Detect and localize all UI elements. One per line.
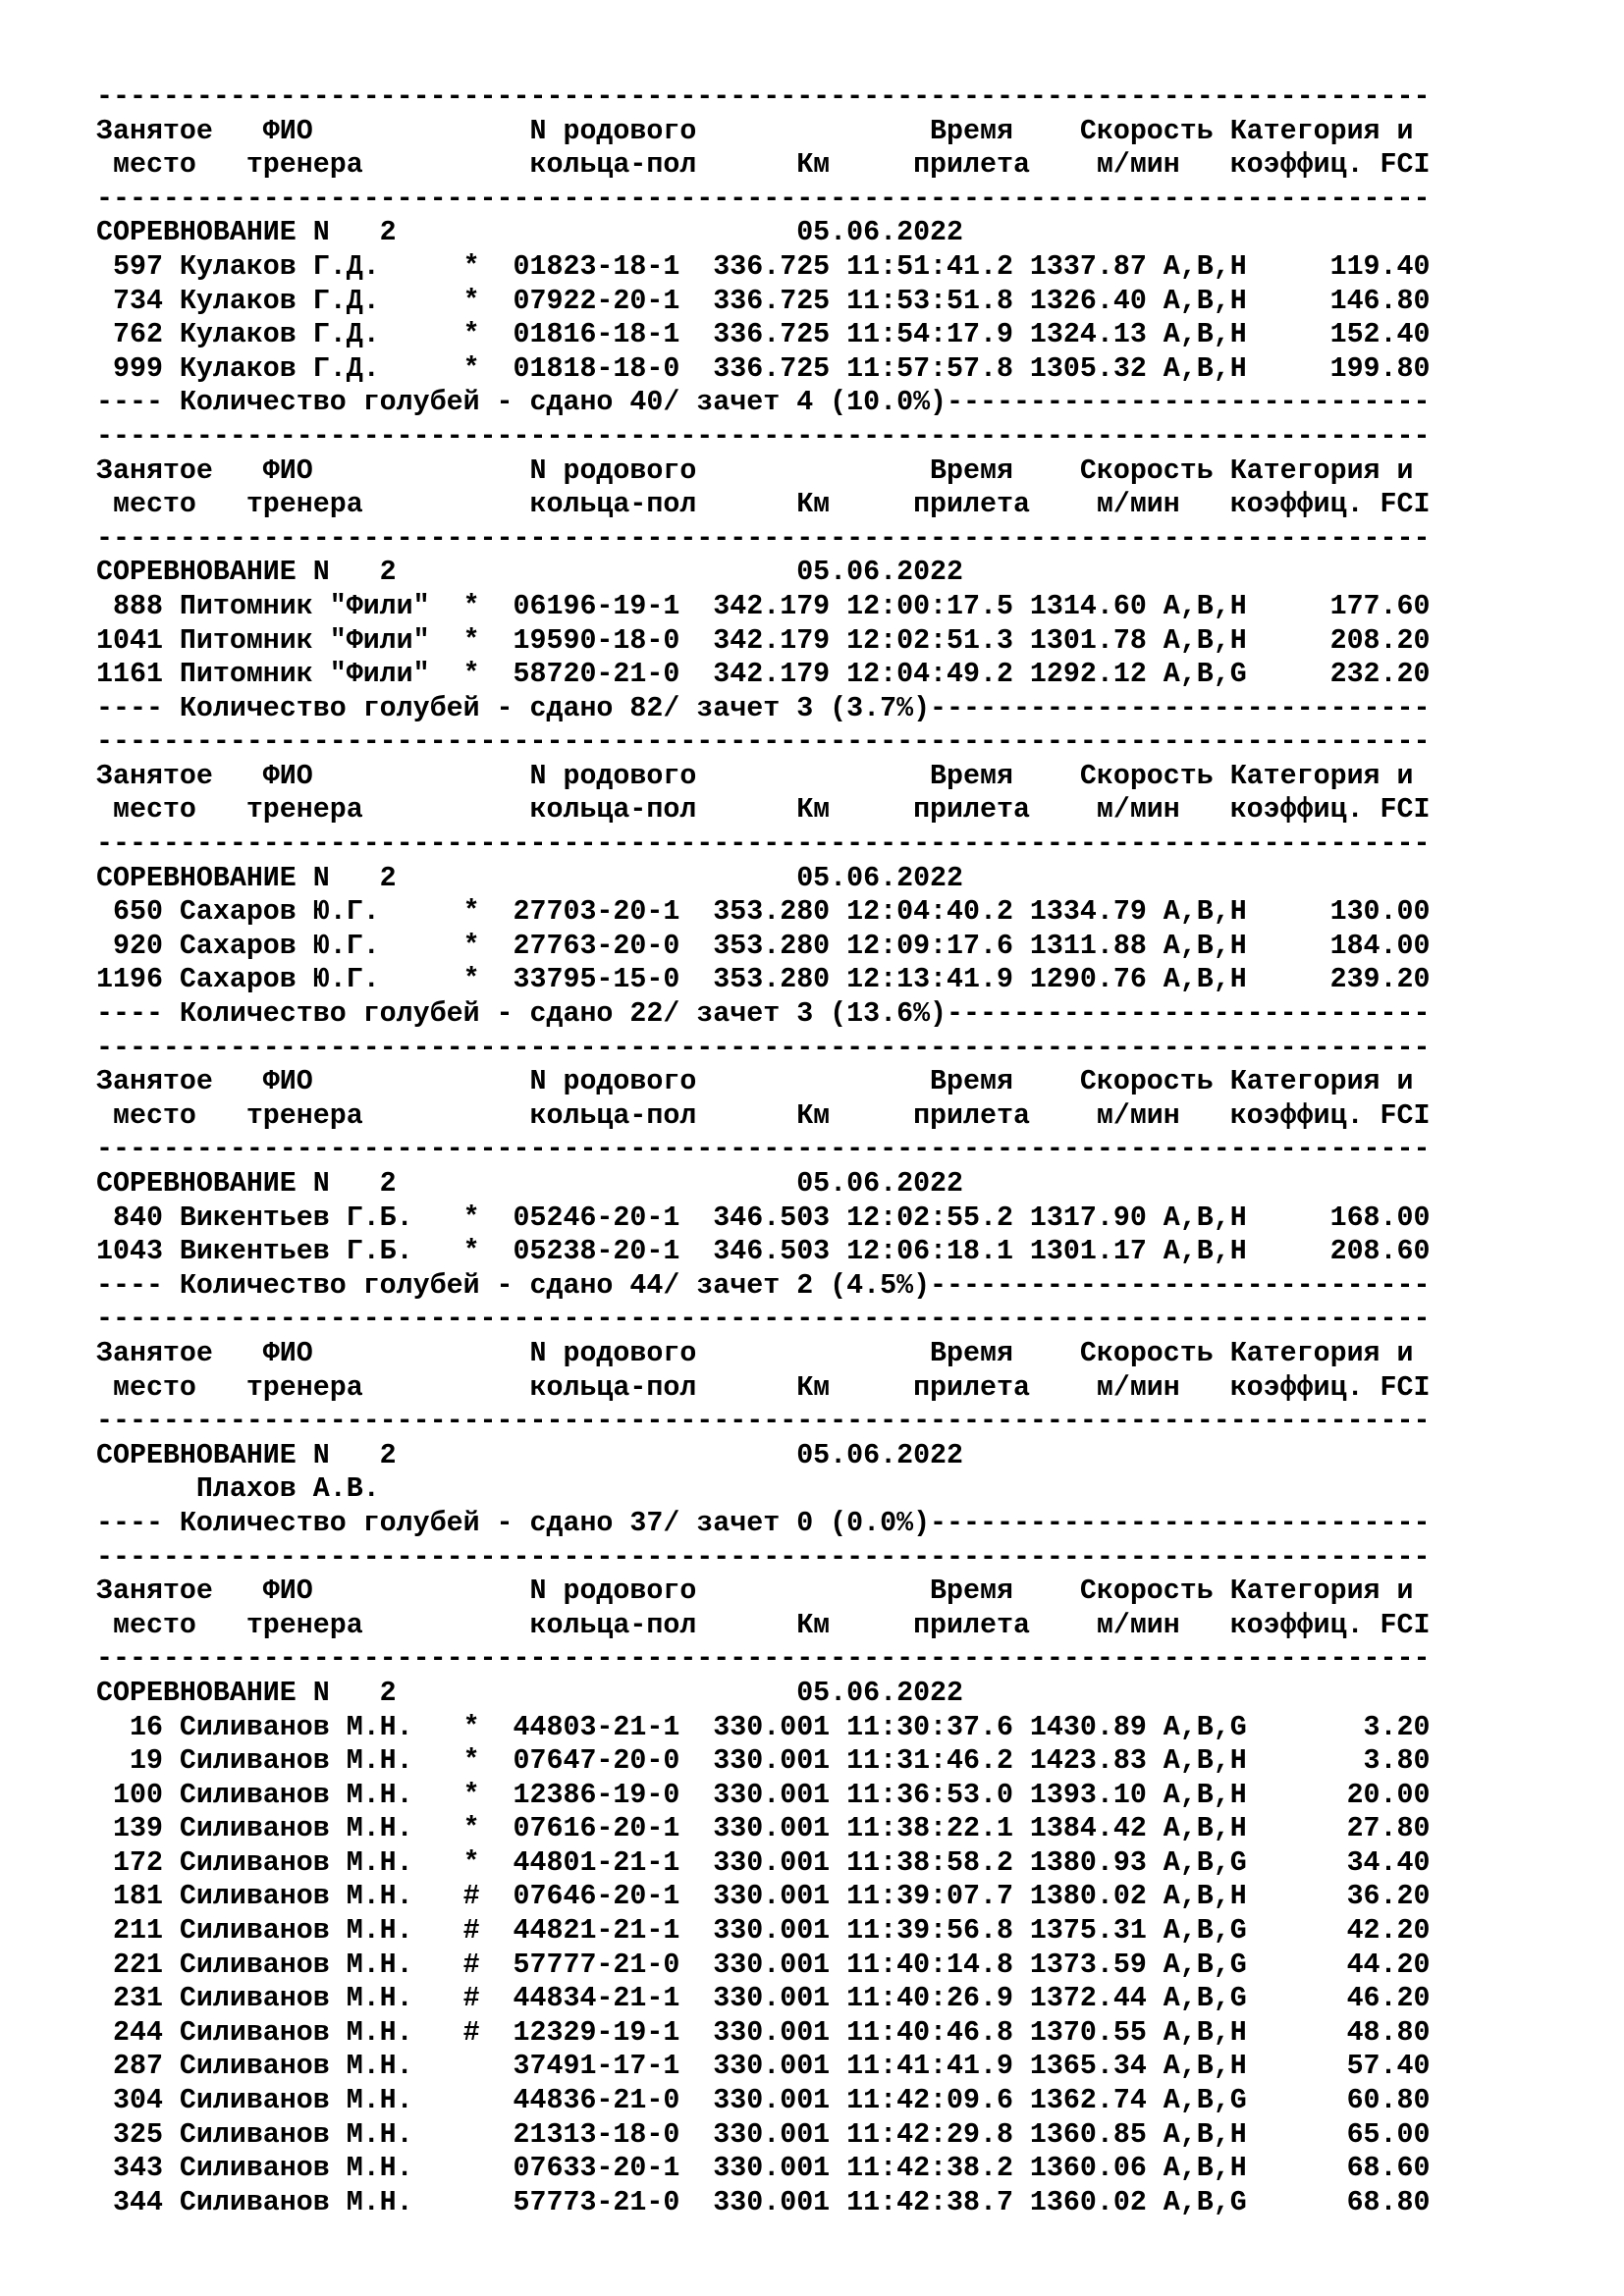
competition-title: СОРЕВНОВАНИЕ N 2 05.06.2022 [96,557,964,589]
result-row: 244 Силиванов М.Н. # 12329-19-1 330.001 11:40:46.8 1370.55 A,B,H 48.80 [96,2016,1431,2049]
result-row: 19 Силиванов М.Н. * 07647-20-0 330.001 11:31:46.2 1423.83 A,B,H 3.80 [96,1745,1431,1778]
result-row: 344 Силиванов М.Н. 57773-21-0 330.001 11:42:38.7 1360.02 A,B,G 68.80 [96,2186,1431,2218]
result-row: 181 Силиванов М.Н. # 07646-20-1 330.001 11:39:07.7 1380.02 A,B,H 36.20 [96,1881,1431,1913]
result-row: 231 Силиванов М.Н. # 44834-21-1 330.001 11:40:26.9 1372.44 A,B,G 46.20 [96,1983,1431,2015]
result-row: 920 Сахаров Ю.Г. * 27763-20-0 353.280 12:09:17.6 1311.88 A,B,H 184.00 [96,930,1431,962]
divider: -------------------------------------------------------------------------------- [96,1643,1431,1676]
column-header: место тренера кольца-пол Км прилета м/мин коэффиц. FCI [96,1371,1431,1404]
result-row: 325 Силиванов М.Н. 21313-18-0 330.001 11:42:29.8 1360.85 A,B,H 65.00 [96,2118,1431,2151]
divider: -------------------------------------------------------------------------------- [96,522,1431,555]
competition-title: СОРЕВНОВАНИЕ N 2 05.06.2022 [96,1168,964,1200]
result-row: 999 Кулаков Г.Д. * 01818-18-0 336.725 11:57:57.8 1305.32 A,B,H 199.80 [96,352,1431,385]
result-row: 734 Кулаков Г.Д. * 07922-20-1 336.725 11:53:51.8 1326.40 A,B,H 146.80 [96,285,1431,317]
result-row: 1196 Сахаров Ю.Г. * 33795-15-0 353.280 12:13:41.9 1290.76 A,B,H 239.20 [96,964,1431,996]
block-summary: ---- Количество голубей - сдано 82/ зачет 3 (3.7%)------------------------------ [96,692,1431,724]
column-header: Занятое ФИО N родового Время Скорость Категория и [96,1066,1414,1098]
result-row: 221 Силиванов М.Н. # 57777-21-0 330.001 11:40:14.8 1373.59 A,B,G 44.20 [96,1949,1431,1981]
column-header: Занятое ФИО N родового Время Скорость Категория и [96,1337,1414,1369]
result-row: 287 Силиванов М.Н. 37491-17-1 330.001 11:41:41.9 1365.34 A,B,H 57.40 [96,2051,1431,2083]
column-header: место тренера кольца-пол Км прилета м/мин коэффиц. FCI [96,1099,1431,1132]
divider: -------------------------------------------------------------------------------- [96,81,1431,113]
column-header: Занятое ФИО N родового Время Скорость Категория и [96,454,1414,487]
column-header: место тренера кольца-пол Км прилета м/мин коэффиц. FCI [96,489,1431,521]
divider: -------------------------------------------------------------------------------- [96,420,1431,453]
divider: -------------------------------------------------------------------------------- [96,1541,1431,1574]
column-header: Занятое ФИО N родового Время Скорость Категория и [96,1575,1414,1608]
result-row: 139 Силиванов М.Н. * 07616-20-1 330.001 11:38:22.1 1384.42 A,B,H 27.80 [96,1813,1431,1845]
block-summary: ---- Количество голубей - сдано 37/ зачет 0 (0.0%)------------------------------ [96,1507,1431,1539]
column-header: место тренера кольца-пол Км прилета м/мин коэффиц. FCI [96,794,1431,827]
column-header: место тренера кольца-пол Км прилета м/мин коэффиц. FCI [96,149,1431,182]
column-header: место тренера кольца-пол Км прилета м/мин коэффиц. FCI [96,1609,1431,1641]
result-row: 888 Питомник "Фили" * 06196-19-1 342.179 12:00:17.5 1314.60 A,B,H 177.60 [96,590,1431,622]
column-header: Занятое ФИО N родового Время Скорость Категория и [96,115,1414,147]
result-row: 650 Сахаров Ю.Г. * 27703-20-1 353.280 12:04:40.2 1334.79 A,B,H 130.00 [96,896,1431,929]
result-row: 1161 Питомник "Фили" * 58720-21-0 342.179 12:04:49.2 1292.12 A,B,G 232.20 [96,659,1431,691]
result-row: 304 Силиванов М.Н. 44836-21-0 330.001 11:42:09.6 1362.74 A,B,G 60.80 [96,2085,1431,2117]
result-row: 211 Силиванов М.Н. # 44821-21-1 330.001 11:39:56.8 1375.31 A,B,G 42.20 [96,1915,1431,1948]
divider: -------------------------------------------------------------------------------- [96,1406,1431,1438]
competition-title: СОРЕВНОВАНИЕ N 2 05.06.2022 [96,862,964,894]
result-row: 1043 Викентьев Г.Б. * 05238-20-1 346.503 12:06:18.1 1301.17 A,B,H 208.60 [96,1236,1431,1268]
result-row: 597 Кулаков Г.Д. * 01823-18-1 336.725 11:51:41.2 1337.87 A,B,H 119.40 [96,250,1431,283]
column-header: Занятое ФИО N родового Время Скорость Категория и [96,760,1414,792]
divider: -------------------------------------------------------------------------------- [96,828,1431,861]
result-row: 1041 Питомник "Фили" * 19590-18-0 342.179 12:02:51.3 1301.78 A,B,H 208.20 [96,624,1431,657]
block-summary: ---- Количество голубей - сдано 44/ зачет 2 (4.5%)------------------------------ [96,1269,1431,1302]
result-row: 172 Силиванов М.Н. * 44801-21-1 330.001 11:38:58.2 1380.93 A,B,G 34.40 [96,1846,1431,1879]
divider: -------------------------------------------------------------------------------- [96,1304,1431,1336]
block-summary: ---- Количество голубей - сдано 40/ зачет 4 (10.0%)----------------------------- [96,387,1431,419]
divider: -------------------------------------------------------------------------------- [96,726,1431,759]
divider: -------------------------------------------------------------------------------- [96,183,1431,215]
result-row: 840 Викентьев Г.Б. * 05246-20-1 346.503 12:02:55.2 1317.90 A,B,H 168.00 [96,1201,1431,1234]
divider: -------------------------------------------------------------------------------- [96,1134,1431,1166]
competition-title: СОРЕВНОВАНИЕ N 2 05.06.2022 [96,217,964,249]
result-row: 100 Силиванов М.Н. * 12386-19-0 330.001 11:36:53.0 1393.10 A,B,H 20.00 [96,1779,1431,1811]
result-row: 16 Силиванов М.Н. * 44803-21-1 330.001 11:30:37.6 1430.89 A,B,G 3.20 [96,1711,1431,1743]
result-row: 343 Силиванов М.Н. 07633-20-1 330.001 11:42:38.2 1360.06 A,B,H 68.60 [96,2153,1431,2185]
results-report [96,80,1430,2219]
block-summary: ---- Количество голубей - сдано 22/ зачет 3 (13.6%)----------------------------- [96,998,1431,1031]
result-row: 762 Кулаков Г.Д. * 01816-18-1 336.725 11:54:17.9 1324.13 A,B,H 152.40 [96,319,1431,351]
competition-title: СОРЕВНОВАНИЕ N 2 05.06.2022 [96,1677,964,1709]
competition-title: СОРЕВНОВАНИЕ N 2 05.06.2022 [96,1439,964,1471]
trainer-name: Плахов А.В. [96,1473,380,1506]
divider: -------------------------------------------------------------------------------- [96,1032,1431,1064]
